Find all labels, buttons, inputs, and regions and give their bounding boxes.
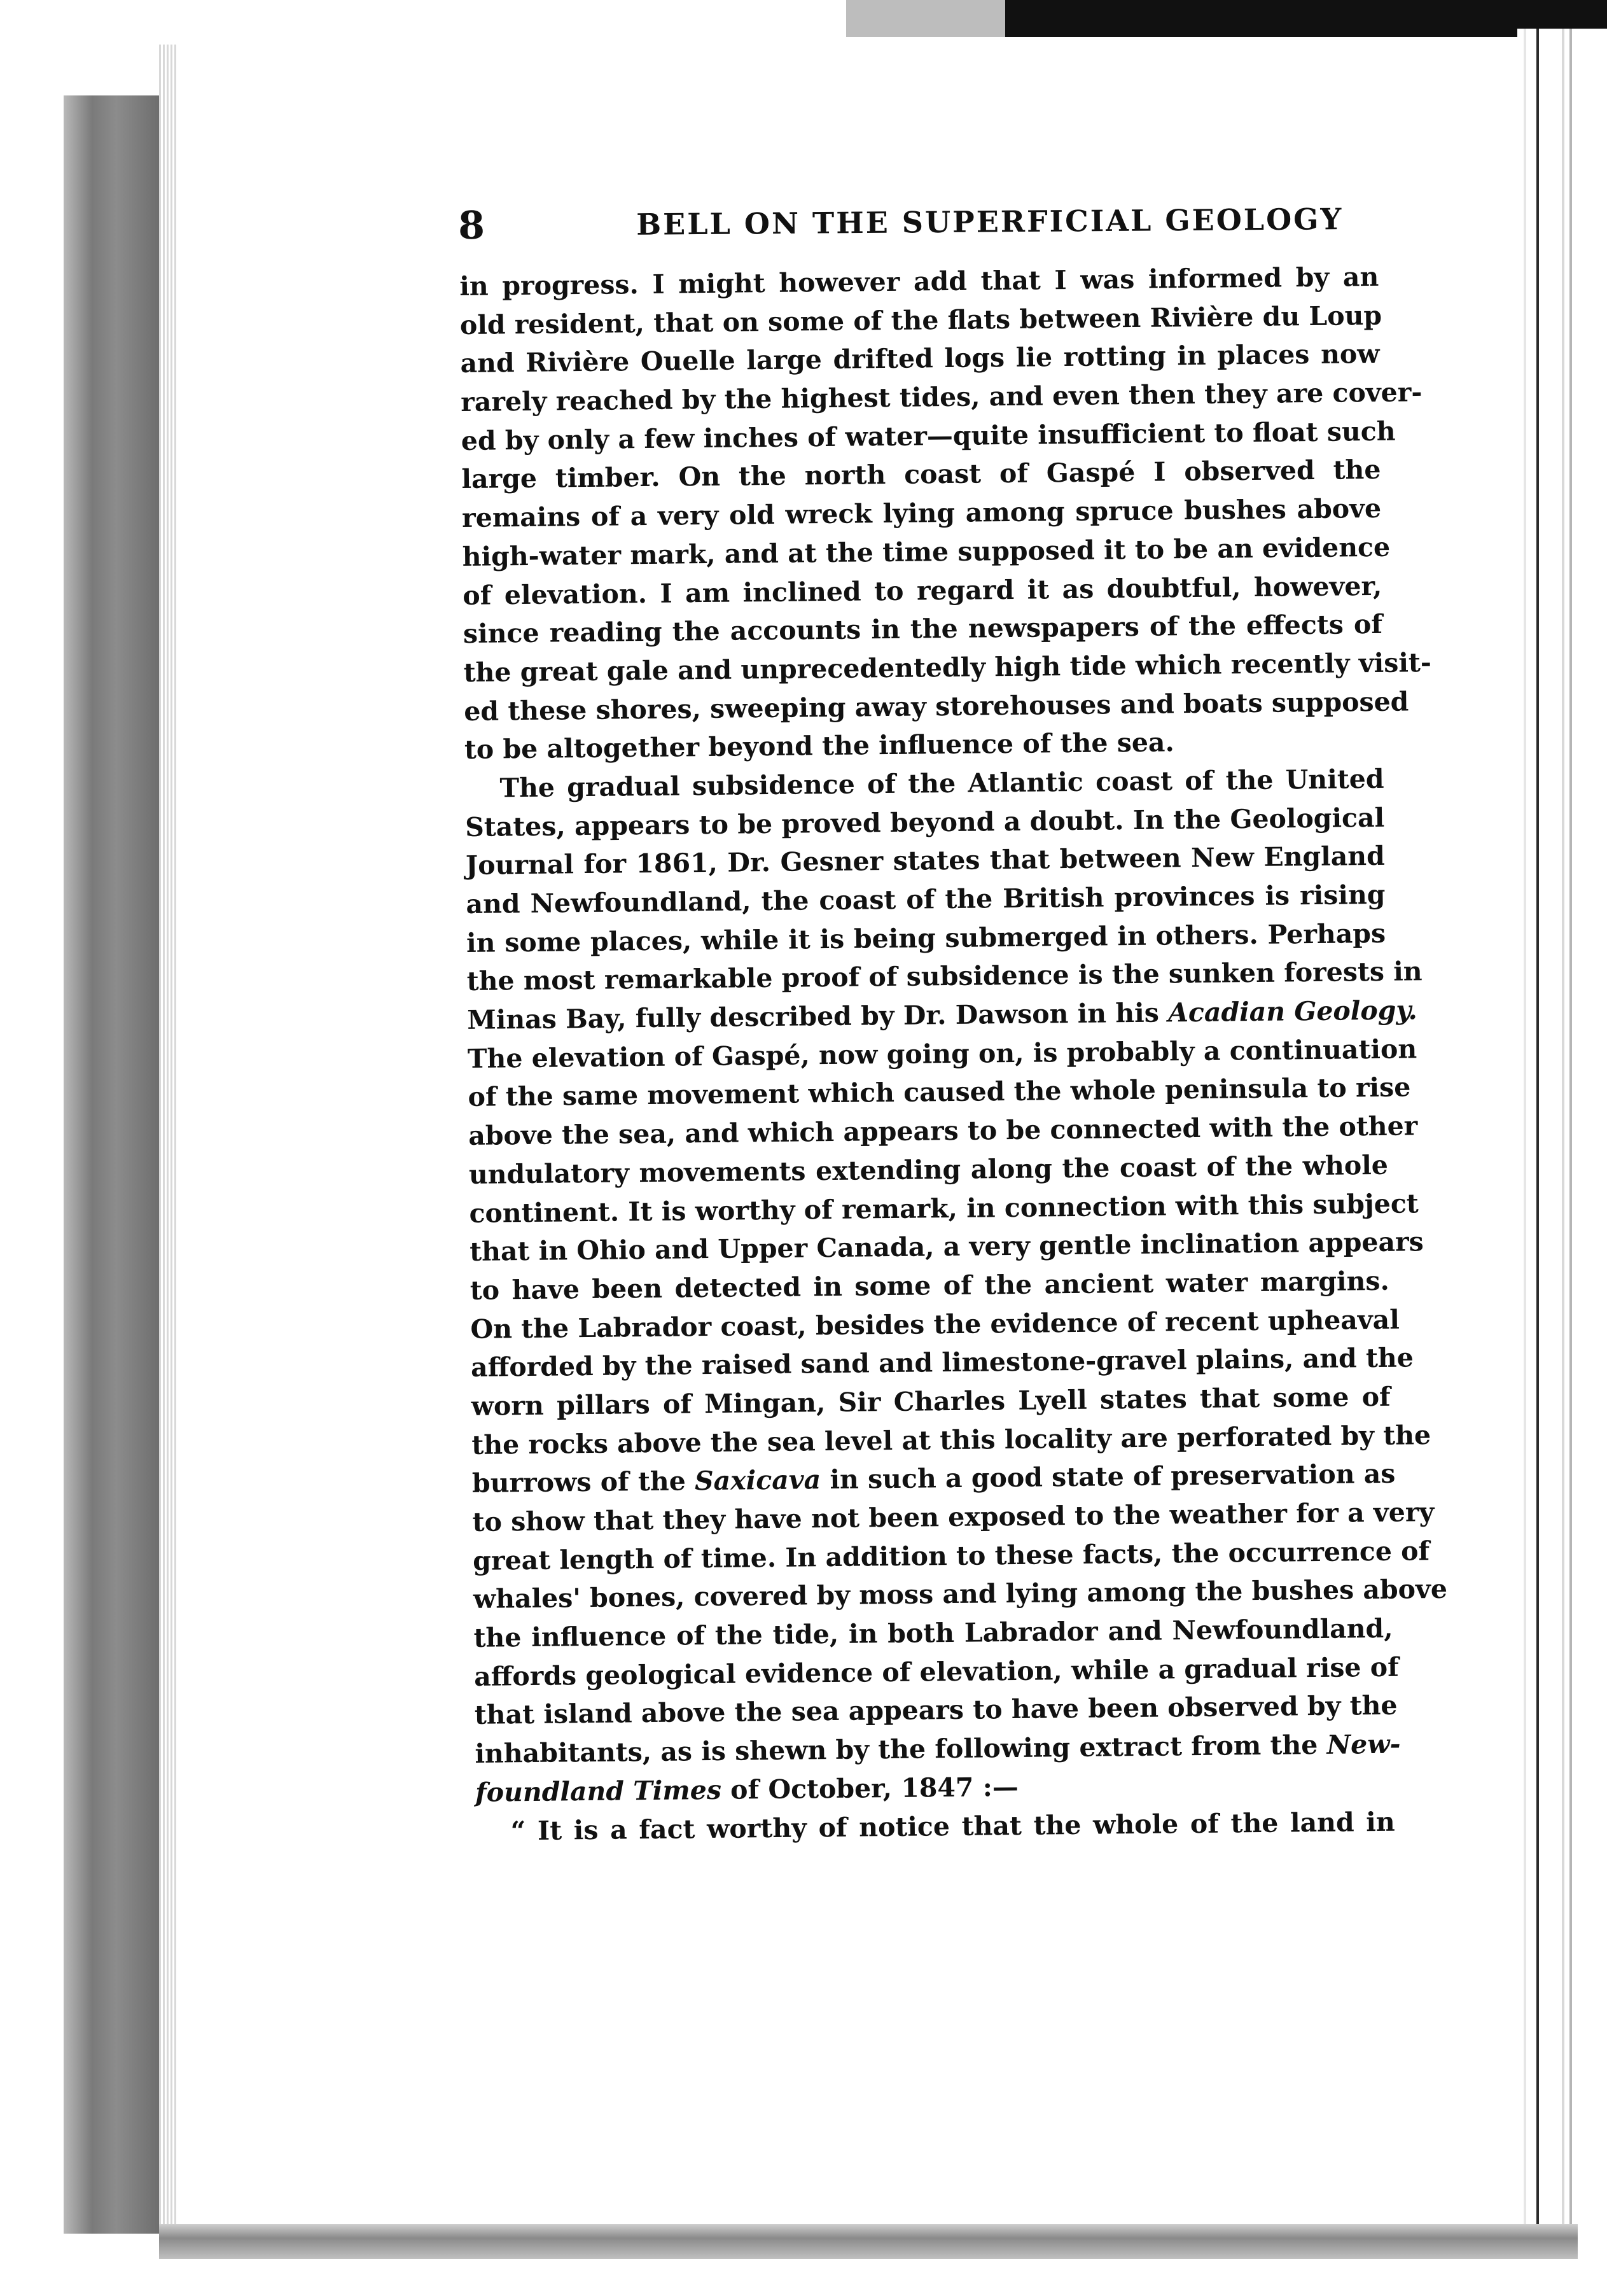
text-line: undulatory movements extending along the coast of the whole bbox=[468, 1149, 1389, 1190]
text-line: and Newfoundland, the coast of the British provinces is rising bbox=[466, 879, 1386, 920]
text-segment: of October, 1847 :— bbox=[721, 1771, 1019, 1805]
text-line: old resident, that on some of the flats between Rivière du Loup bbox=[459, 300, 1382, 340]
running-head: BELL ON THE SUPERFICIAL GEOLOGY bbox=[636, 202, 1344, 242]
text-line: since reading the accounts in the newspapers of the effects of bbox=[463, 609, 1383, 650]
page-edge-right bbox=[1517, 29, 1562, 2230]
text-line: in some places, while it is being submerged in others. Perhaps bbox=[466, 918, 1386, 958]
text-line: in progress. I might however add that I was informed by an bbox=[459, 261, 1379, 302]
italic-genus: Saxicava bbox=[694, 1464, 821, 1497]
text-line: ed by only a few inches of water—quite insufficient to float such bbox=[461, 416, 1396, 456]
page-header bbox=[458, 196, 1438, 255]
italic-title: Acadian Geology. bbox=[1167, 995, 1417, 1028]
italic-title: foundland Times bbox=[475, 1774, 722, 1808]
text-line: worn pillars of Mingan, Sir Charles Lyell states that some of bbox=[471, 1381, 1391, 1422]
book-edge-left bbox=[64, 95, 159, 2234]
scan-border-top-gray bbox=[846, 0, 1005, 37]
text-line: The gradual subsidence of the Atlantic coast of the United bbox=[499, 763, 1384, 804]
text-line: of the same movement which caused the whole peninsula to rise bbox=[468, 1072, 1411, 1113]
text-line: Journal for 1861, Dr. Gesner states that between New England bbox=[465, 841, 1386, 881]
text-line: the great gale and unprecedentedly high tide which recently visit- bbox=[463, 647, 1432, 688]
text-line: continent. It is worthy of remark, in connection with this subject bbox=[469, 1187, 1419, 1229]
text-line: rarely reached by the highest tides, and even then they are cover- bbox=[460, 377, 1423, 418]
text-line: ed these shores, sweeping away storehouses and boats supposed bbox=[464, 685, 1409, 727]
page-edge-left bbox=[159, 45, 178, 2240]
text-segment: inhabitants, as is shewn by the following extract from the bbox=[475, 1729, 1327, 1769]
text-segment: burrows of the bbox=[471, 1466, 695, 1499]
page-number: 8 bbox=[458, 203, 487, 248]
italic-title: New- bbox=[1326, 1728, 1401, 1760]
text-line: affords geological evidence of elevation, while a gradual rise of bbox=[473, 1651, 1399, 1692]
text-line: that island above the sea appears to have been observed by the bbox=[474, 1690, 1398, 1731]
text-segment: in such a good state of preservation as bbox=[820, 1459, 1396, 1495]
text-line: On the Labrador coast, besides the evidence of recent upheaval bbox=[470, 1304, 1400, 1345]
text-line: above the sea, and which appears to be connected with the other bbox=[468, 1110, 1418, 1152]
text-segment: Minas Bay, fully described by Dr. Dawson in his bbox=[467, 997, 1169, 1035]
text-line: that in Ohio and Upper Canada, a very gentle inclination appears bbox=[469, 1226, 1424, 1268]
text-line: great length of time. In addition to these facts, the occurrence of bbox=[473, 1535, 1430, 1576]
text-line: to be altogether beyond the influence of the sea. bbox=[464, 727, 1174, 766]
text-line: The elevation of Gaspé, now going on, is probably a continuation bbox=[467, 1033, 1417, 1074]
text-line: afforded by the raised sand and limestone-gravel plains, and the bbox=[470, 1342, 1414, 1383]
text-line: “ It is a fact worthy of notice that the whole of the land in bbox=[510, 1806, 1395, 1846]
text-line: and Rivière Ouelle large drifted logs lie rotting in places now bbox=[460, 339, 1380, 379]
book-edge-bottom bbox=[159, 2224, 1578, 2259]
book-edge-right bbox=[1562, 29, 1607, 2230]
text-line: large timber. On the north coast of Gaspé I observed the bbox=[461, 454, 1381, 495]
body-text bbox=[459, 258, 1448, 1851]
text-line: to have been detected in some of the ancient water margins. bbox=[470, 1265, 1390, 1306]
text-line: of elevation. I am inclined to regard it as doubtful, however, bbox=[463, 570, 1382, 611]
text-line: to show that they have not been exposed to the weather for a very bbox=[472, 1497, 1435, 1537]
text-line: the most remarkable proof of subsidence is the sunken forests in bbox=[466, 956, 1423, 997]
text-line: the rocks above the sea level at this locality are perforated by the bbox=[471, 1419, 1431, 1460]
text-line: States, appears to be proved beyond a doubt. In the Geological bbox=[464, 802, 1385, 843]
text-line: remains of a very old wreck lying among spruce bushes above bbox=[461, 493, 1382, 534]
text-line: the influence of the tide, in both Labrador and Newfoundland, bbox=[473, 1613, 1393, 1653]
text-line: whales' bones, covered by moss and lying among the bushes above bbox=[473, 1574, 1448, 1615]
text-line: high-water mark, and at the time supposed it to be an evidence bbox=[462, 531, 1391, 572]
